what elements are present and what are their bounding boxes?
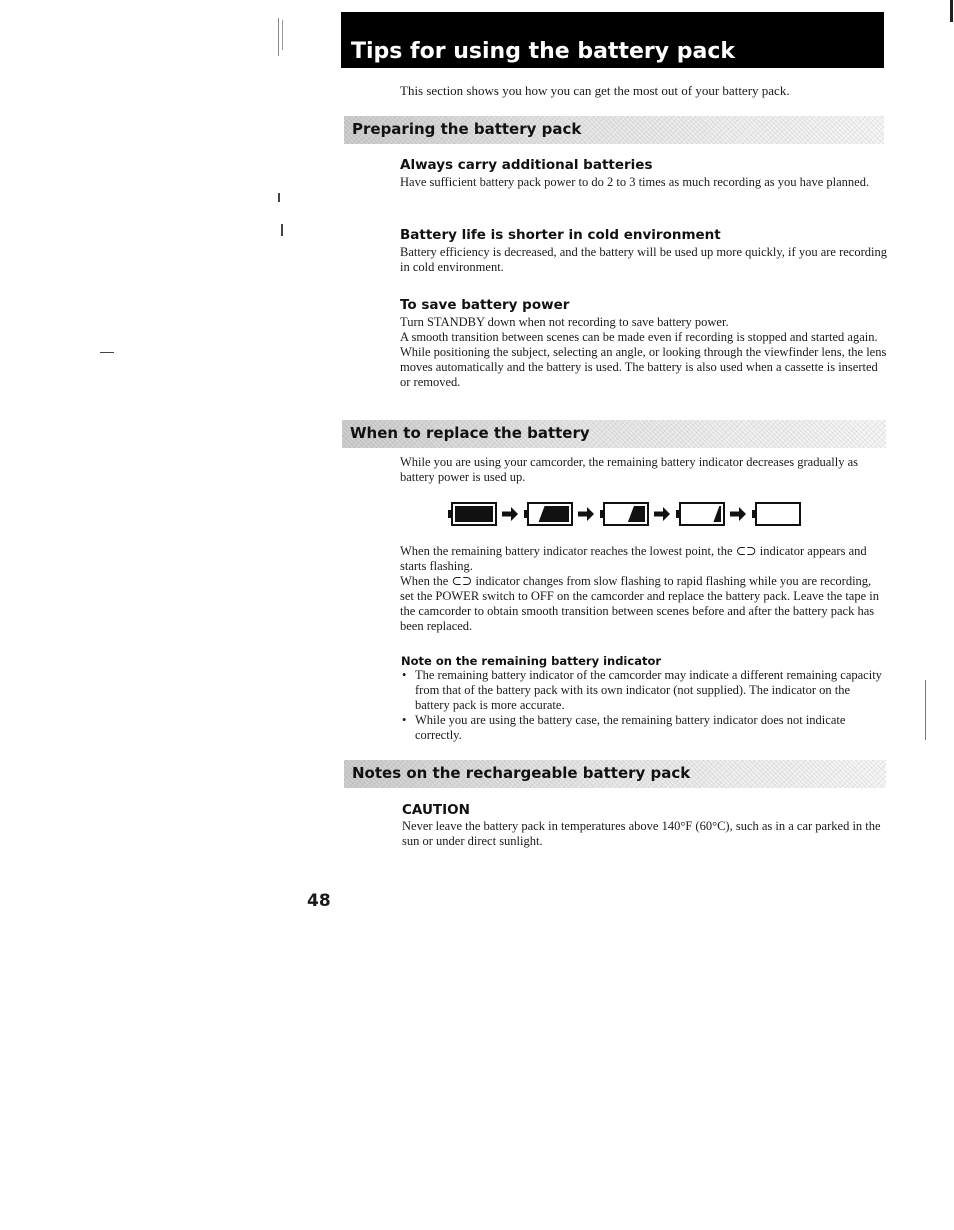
save-power-line1: Turn STANDBY down when not recording to save battery power. (400, 315, 729, 329)
save-power-line2: A smooth transition between scenes can be made even if recording is stopped and started again. While positioning the subject, selecting an angle, or looking through the viewfinder lens, the lens moves automatically and the battery is used. The battery is also used when a cassette is inserted or removed. (400, 330, 887, 389)
heading-note-indicator: Note on the remaining battery indicator (401, 654, 662, 668)
heading-caution: CAUTION (402, 802, 470, 818)
battery-indicator-sequence (448, 498, 813, 530)
arrow-right-icon (654, 507, 670, 521)
text-replace-intro: While you are using your camcorder, the remaining battery indicator decreases gradually as battery power is used up. (400, 455, 858, 484)
scan-mark (950, 0, 953, 22)
intro-text: This section shows you how you can get the most out of your battery pack. (400, 83, 790, 98)
text-save-power (400, 315, 887, 390)
text-caution: Never leave the battery pack in temperatures above 140°F (60°C), such as in a car parked in the sun or under direct sunlight. (402, 819, 881, 848)
text-cold-environment: Battery efficiency is decreased, and the battery will be used up more quickly, if you are recording in cold environment. (400, 245, 887, 274)
text-replace-details (400, 544, 888, 634)
note-list (401, 668, 887, 743)
text-additional-batteries: Have sufficient battery pack power to do 2 to 3 times as much recording as you have planned. (400, 175, 870, 189)
battery-icon (756, 503, 800, 525)
page-number: 48 (307, 891, 331, 911)
heading-cold-environment: Battery life is shorter in cold environment (400, 227, 721, 243)
section-title: Notes on the rechargeable battery pack (352, 764, 691, 782)
section-band-replace (342, 420, 886, 448)
section-band-preparing (344, 116, 884, 144)
heading-save-power: To save battery power (400, 297, 570, 313)
scan-mark (278, 18, 279, 56)
scan-mark (278, 193, 280, 202)
arrow-right-icon (578, 507, 594, 521)
replace-para1: When the remaining battery indicator reaches the lowest point, the ⊂⊃ indicator appears and starts flashing. (400, 544, 867, 573)
page-title: Tips for using the battery pack (351, 39, 736, 64)
scan-mark (925, 680, 926, 740)
battery-level-fill (455, 506, 493, 522)
replace-para2: When the ⊂⊃ indicator changes from slow flashing to rapid flashing while you are recording, set the POWER switch to OFF on the camcorder and replace the battery pack. Leave the tape in the camcorder to obtain smooth transition between scenes before and after the battery pack has been replaced. (400, 574, 879, 633)
section-title: When to replace the battery (350, 424, 590, 442)
heading-additional-batteries: Always carry additional batteries (400, 157, 653, 173)
arrow-right-icon (502, 507, 518, 521)
section-title: Preparing the battery pack (352, 120, 582, 138)
list-item: • The remaining battery indicator of the camcorder may indicate a different remaining capacity from that of the battery pack with its own indicator (not supplied). The indicator on the battery pack is more accurate. (401, 668, 887, 713)
scan-mark (281, 224, 283, 236)
title-bar (341, 12, 884, 68)
scan-mark (282, 20, 283, 50)
section-band-notes (344, 760, 886, 788)
arrow-right-icon (730, 507, 746, 521)
scan-mark (100, 352, 114, 353)
list-item: • While you are using the battery case, the remaining battery indicator does not indicate correctly. (401, 713, 887, 743)
